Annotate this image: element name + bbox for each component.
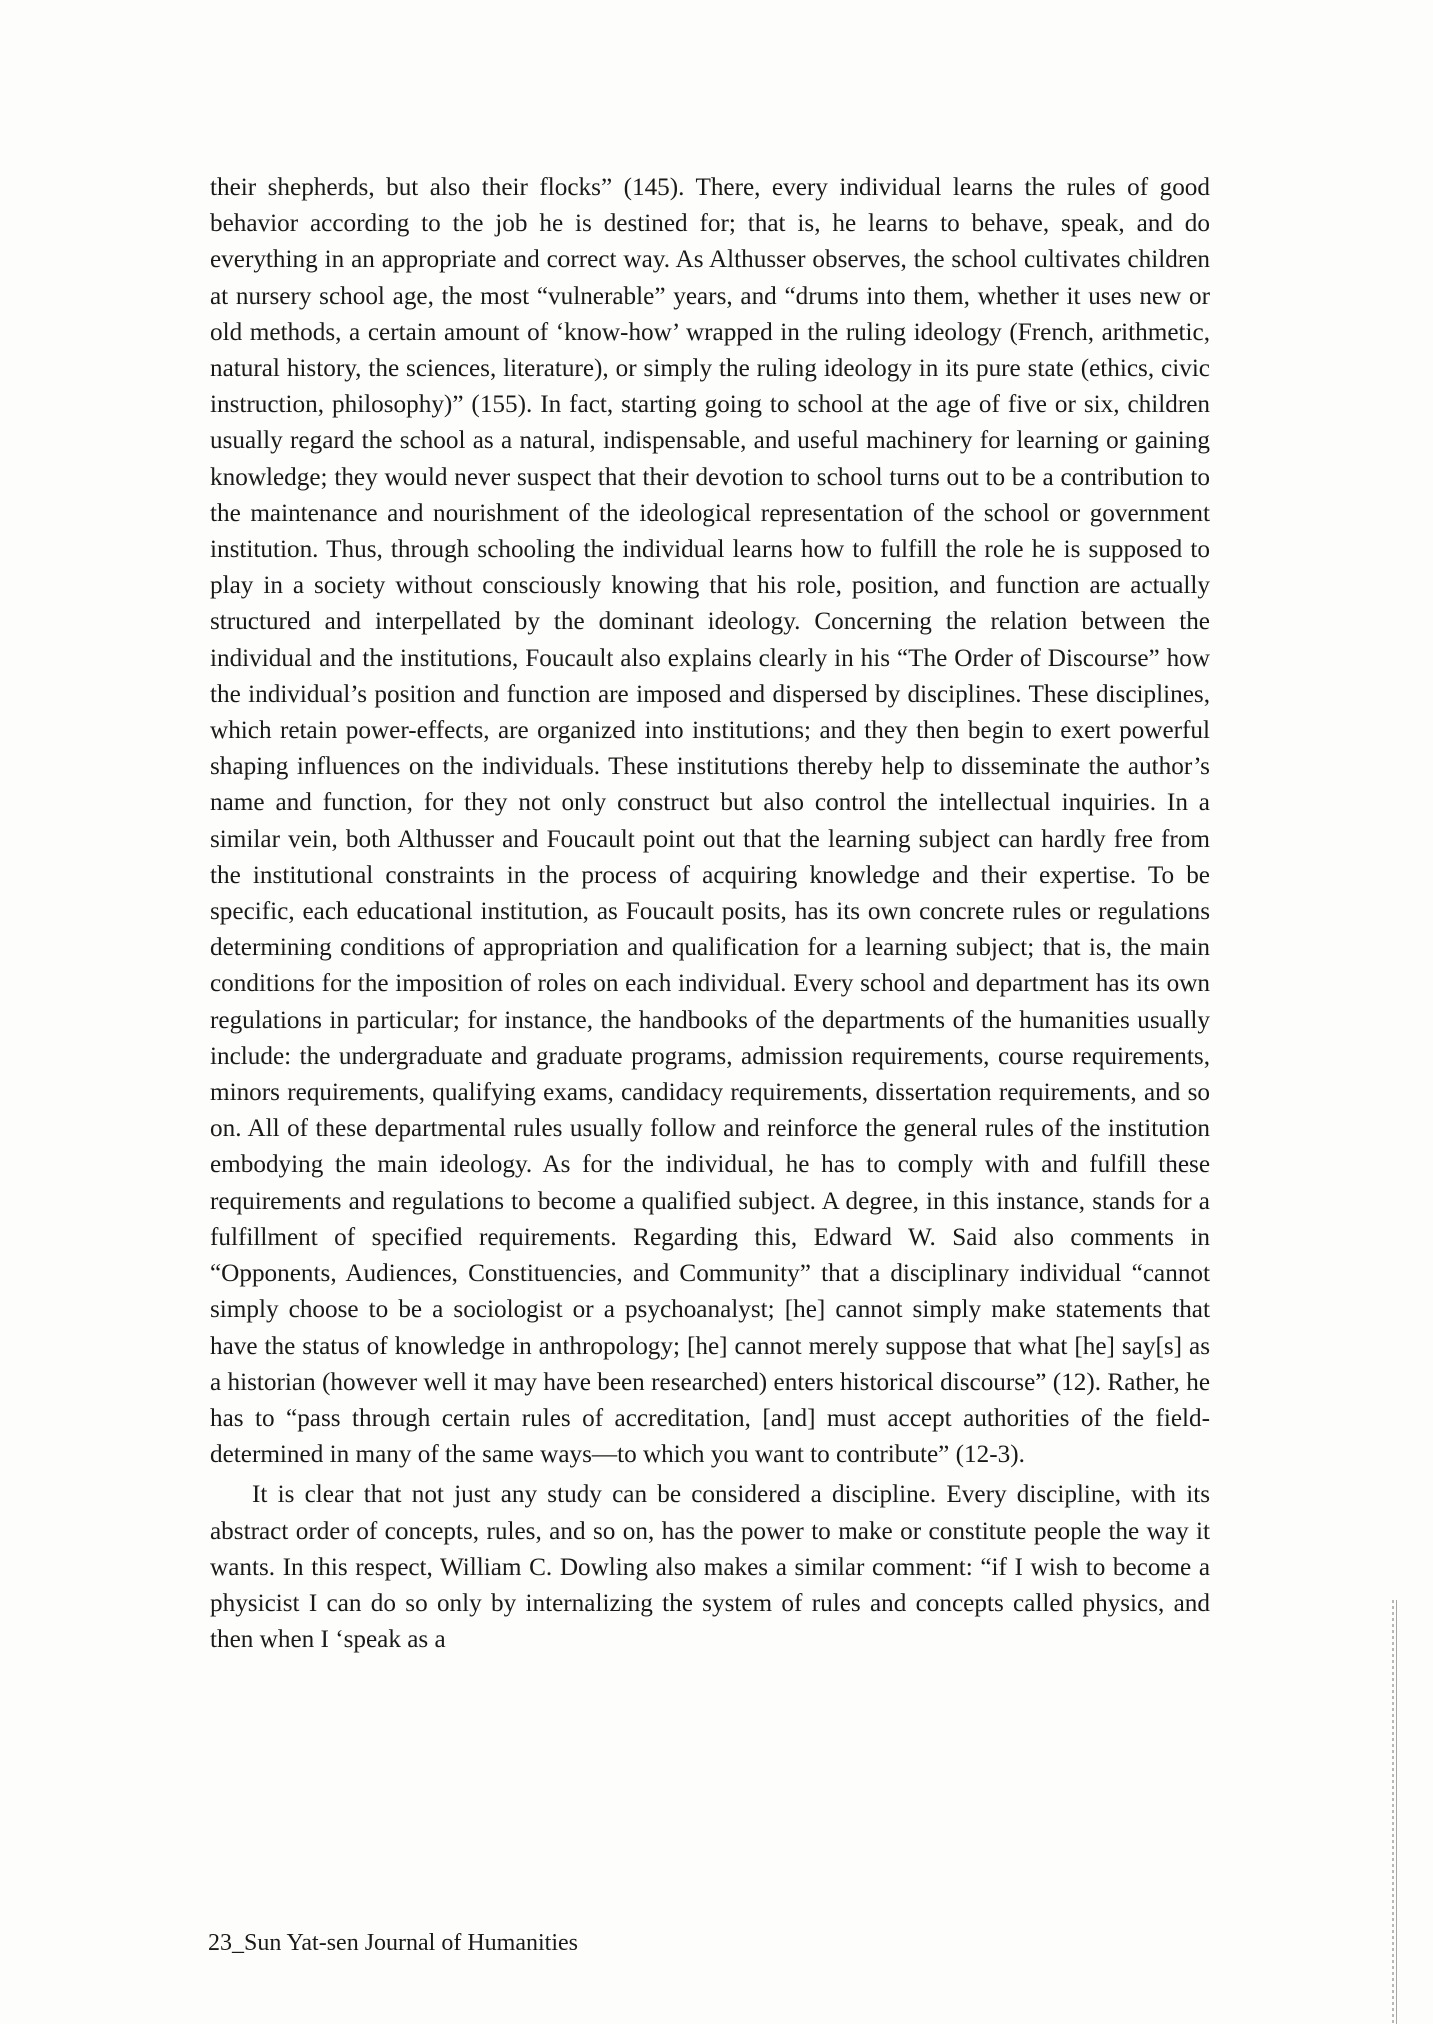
page-footer: 23_Sun Yat-sen Journal of Humanities	[208, 1930, 578, 1956]
paragraph-discipline: It is clear that not just any study can be considered a discipline. Every discipline, with its abstract order of concepts, rules, and so on, has the power to make or constitute people the way it wants. In this respect, William C. Dowling also makes a similar comment: “if I wish to become a physicist I can do so only by internalizing the system of rules and concepts called physics, and then when I ‘speak as a	[210, 1481, 1210, 1654]
scan-edge-mark	[1392, 1600, 1394, 2024]
scan-edge-line	[1396, 1600, 1397, 2024]
body-text	[210, 170, 1210, 1658]
paragraph-continued: their shepherds, but also their flocks” (145). There, every individual learns the rules of good behavior according to the job he is destined for; that is, he learns to behave, speak, and do everything in an appropriate and correct way. As Althusser observes, the school cultivates children at nursery school age, the most “vulnerable” years, and “drums into them, whether it uses new or old methods, a certain amount of ‘know-how’ wrapped in the ruling ideology (French, arithmetic, natural history, the sciences, literature), or simply the ruling ideology in its pure state (ethics, civic instruction, philosophy)” (155). In fact, starting going to school at the age of five or six, children usually regard the school as a natural, indispensable, and useful machinery for learning or gaining knowledge; they would never suspect that their devotion to school turns out to be a contribution to the maintenance and nourishment of the ideological representation of the school or government institution. Thus, through schooling the individual learns how to fulfill the role he is supposed to play in a society without consciously knowing that his role, position, and function are actually structured and interpellated by the dominant ideology. Concerning the relation between the individual and the institutions, Foucault also explains clearly in his “The Order of Discourse” how the individual’s position and function are imposed and dispersed by disciplines. These disciplines, which retain power-effects, are organized into institutions; and they then begin to exert powerful shaping influences on the individuals. These institutions thereby help to disseminate the author’s name and function, for they not only construct but also control the intellectual inquiries. In a similar vein, both Althusser and Foucault point out that the learning subject can hardly free from the institutional constraints in the process of acquiring knowledge and their expertise. To be specific, each educational institution, as Foucault posits, has its own concrete rules or regulations determining conditions of appropriation and qualification for a learning subject; that is, the main conditions for the imposition of roles on each individual. Every school and department has its own regulations in particular; for instance, the handbooks of the departments of the humanities usually include: the undergraduate and graduate programs, admission requirements, course requirements, minors requirements, qualifying exams, candidacy requirements, dissertation requirements, and so on. All of these departmental rules usually follow and reinforce the general rules of the institution embodying the main ideology. As for the individual, he has to comply with and fulfill these requirements and regulations to become a qualified subject. A degree, in this instance, stands for a fulfillment of specified requirements. Regarding this, Edward W. Said also comments in “Opponents, Audiences, Constituencies, and Community” that a disciplinary individual “cannot simply choose to be a sociologist or a psychoanalyst; [he] cannot simply make statements that have the status of knowledge in anthropology; [he] cannot merely suppose that what [he] say[s] as a historian (however well it may have been researched) enters historical discourse” (12). Rather, he has to “pass through certain rules of accreditation, [and] must accept authorities of the field-determined in many of the same ways—to which you want to contribute” (12-3).	[210, 174, 1210, 1469]
